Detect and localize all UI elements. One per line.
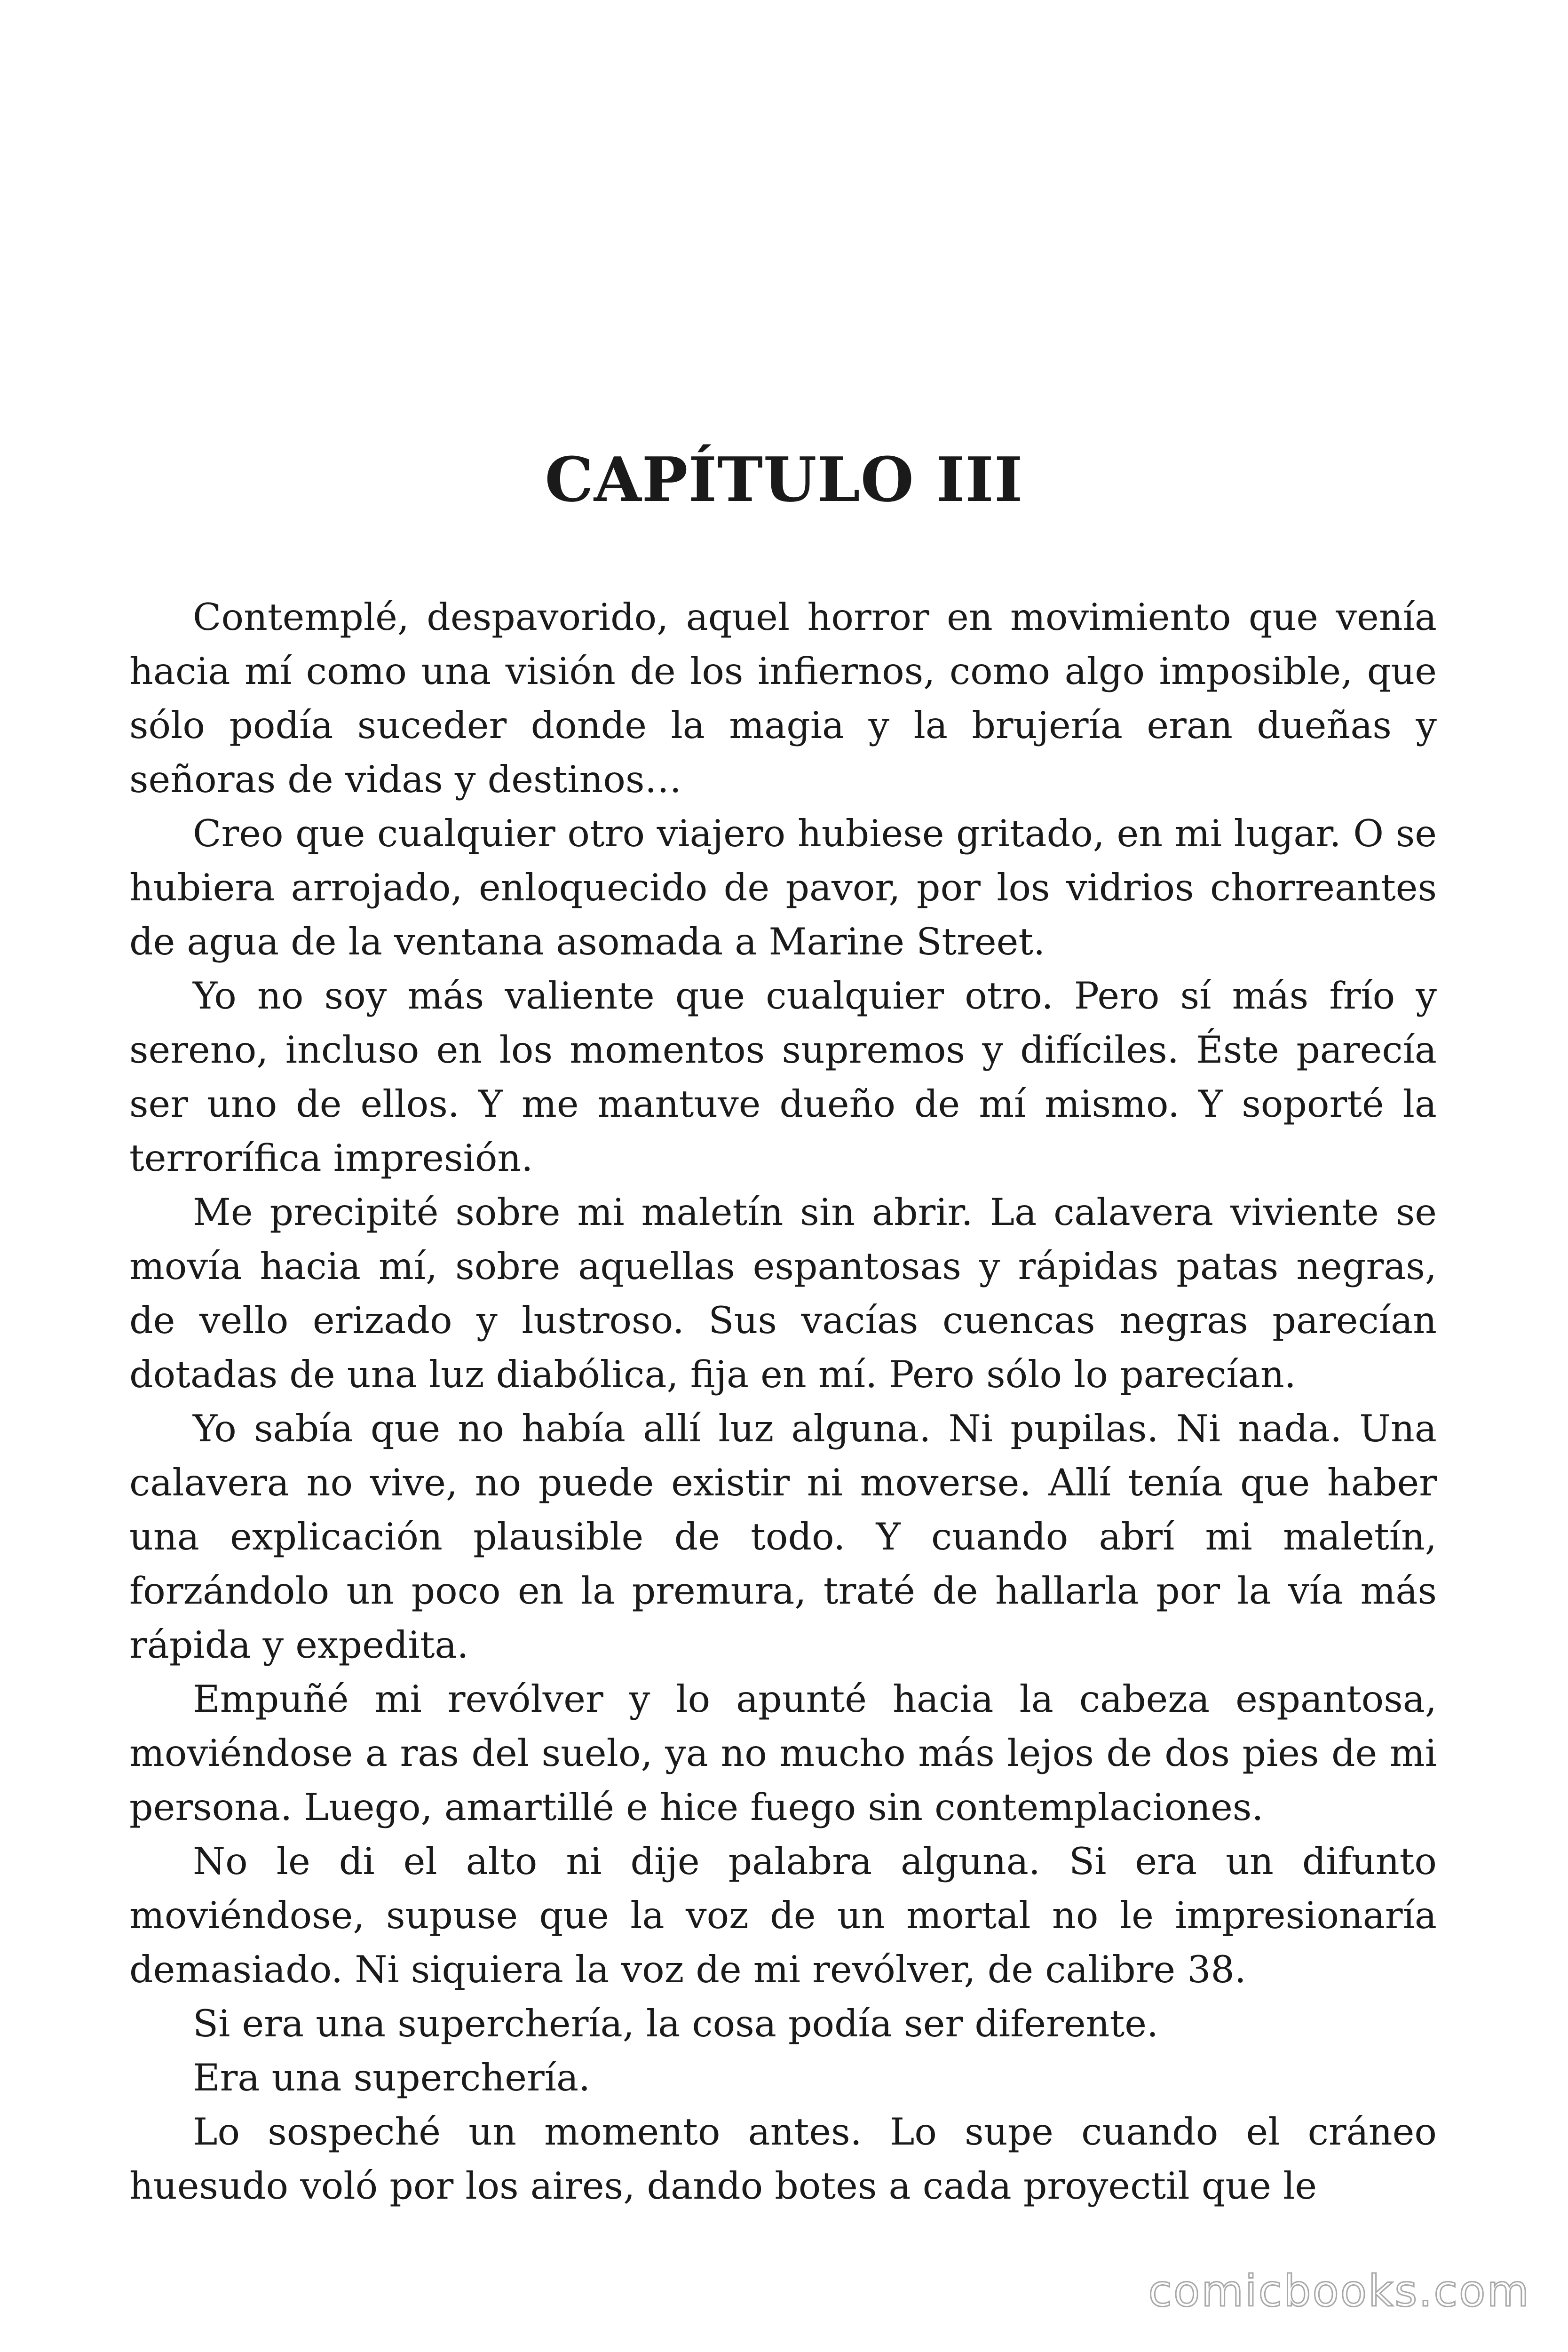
chapter-title: CAPÍTULO III [545, 444, 1023, 516]
paragraph: Era una superchería. [193, 2056, 591, 2099]
chapter-body [129, 590, 1437, 2213]
paragraph: Yo no soy más valiente que cualquier otro. Pero sí más frío y sereno, incluso en los momentos supremos y difíciles. Éste parecía ser uno de ellos. Y me mantuve dueño de mí mismo. Y soporté la terrorífica impresión. [129, 974, 1437, 1180]
watermark: comicbooks.com [1148, 2266, 1530, 2316]
paragraph: Contemplé, despavorido, aquel horror en movimiento que venía hacia mí como una visión de los infiernos, como algo imposible, que sólo podía suceder donde la magia y la brujería eran dueñas y señoras de vidas y destinos… [129, 596, 1437, 801]
paragraph: Creo que cualquier otro viajero hubiese gritado, en mi lugar. O se hubiera arrojado, enloquecido de pavor, por los vidrios chorreantes de agua de la ventana asomada a Marine Street. [129, 812, 1437, 963]
paragraph: Yo sabía que no había allí luz alguna. Ni pupilas. Ni nada. Una calavera no vive, no puede existir ni moverse. Allí tenía que haber una explicación plausible de todo. Y cuando abrí mi maletín, forzándolo un poco en la premura, traté de hallarla por la vía más rápida y expedita. [129, 1407, 1437, 1667]
paragraph: Me precipité sobre mi maletín sin abrir. La calavera viviente se movía hacia mí, sobre aquellas espantosas y rápidas patas negras, de vello erizado y lustroso. Sus vacías cuencas negras parecían dotadas de una luz diabólica, fija en mí. Pero sólo lo parecían. [129, 1191, 1437, 1396]
paragraph: No le di el alto ni dije palabra alguna. Si era un difunto moviéndose, supuse que la voz de un mortal no le impresionaría demasiado. Ni siquiera la voz de mi revólver, de calibre 38. [129, 1840, 1437, 1991]
paragraph: Empuñé mi revólver y lo apunté hacia la cabeza espantosa, moviéndose a ras del suelo, ya no mucho más lejos de dos pies de mi persona. Luego, amartillé e hice fuego sin contemplaciones. [129, 1677, 1437, 1829]
paragraph: Si era una superchería, la cosa podía ser diferente. [193, 2002, 1159, 2045]
paragraph: Lo sospeché un momento antes. Lo supe cuando el cráneo huesudo voló por los aires, dando botes a cada proyectil que le [129, 2110, 1437, 2208]
